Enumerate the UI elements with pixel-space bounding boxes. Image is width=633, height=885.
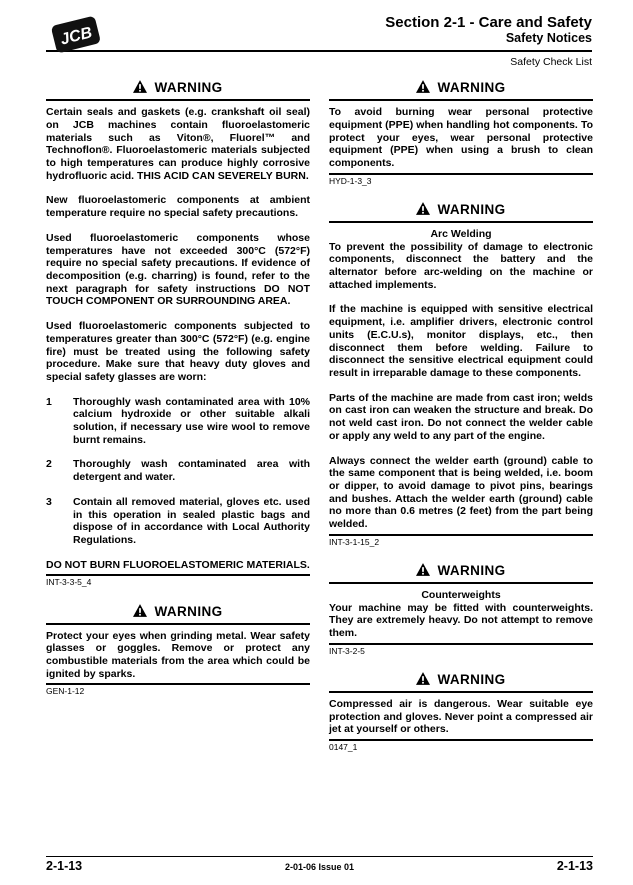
- paragraph: If the machine is equipped with sensitive electrical equipment, i.e. amplifier drivers, electronic control units (E.C.U.s), monitor displays, etc., then disconnect them before welding. Failure to disconnect the sensitive electrical equipment could result in irreparable damage to these components.: [329, 303, 593, 379]
- warning-heading: [329, 561, 593, 582]
- safety-code: INT-3-1-15_2: [329, 534, 593, 547]
- safety-code: INT-3-3-5_4: [46, 574, 310, 587]
- warning-icon: [133, 604, 147, 617]
- list-item-text: Thoroughly wash contaminated area with detergent and water.: [73, 458, 310, 484]
- warning-body: [46, 625, 310, 681]
- warning-body: [329, 584, 593, 640]
- warning-icon: [133, 80, 147, 93]
- jcb-logo-text: JCB: [58, 24, 94, 49]
- page-header: [0, 0, 633, 68]
- paragraph: Used fluoroelastomeric components whose temperatures have not exceeded 300°C (572°F) require no special safety precautions. If evidence of decomposition (e.g. charring) is found, refer to the next paragraph for safety instructions DO NOT TOUCH COMPONENT OR SURROUNDING AREA.: [46, 231, 310, 308]
- paragraph: Parts of the machine are made from cast iron; welds on cast iron can weaken the structure and break. Do not weld cast iron. Do not connect the welder cable or apply any weld to any part of the engine.: [329, 391, 593, 442]
- safety-code: INT-3-2-5: [329, 643, 593, 656]
- header-rule: [46, 50, 592, 52]
- paragraph: Compressed air is dangerous. Wear suitable eye protection and gloves. Never point a compressed air jet at yourself or others.: [329, 697, 593, 736]
- warning-subtitle: Arc Welding: [430, 227, 492, 240]
- list-item: [46, 496, 310, 547]
- paragraph: To prevent the possibility of damage to electronic components, disconnect the battery and the alternator before arc-welding on the machine or attached implements.: [329, 240, 593, 291]
- right-column: [329, 78, 593, 766]
- warning-icon: [416, 202, 430, 215]
- warning-subtitle: Counterweights: [421, 588, 501, 601]
- warning-heading: [329, 78, 593, 99]
- paragraph: To avoid burning wear personal protective equipment (PPE) when handling hot components. To protect your eyes, wear personal protective equipment (PPE) when using a brush to clean components.: [329, 106, 593, 170]
- warning-body: [329, 101, 593, 170]
- warning-label: WARNING: [154, 80, 223, 96]
- paragraph: Your machine may be fitted with counterweights. They are extremely heavy. Do not attempt to remove them.: [329, 601, 593, 640]
- warning-block-counterweights: [329, 561, 593, 656]
- paragraph: Always connect the welder earth (ground) cable to the same component that is being welded, i.e. boom or dipper, to avoid damage to pivot pins, bearings and bushes. Attach the welder earth (ground) cable no more than 0.6 metres (2 feet) from the part being welded.: [329, 454, 593, 531]
- warning-body: [46, 101, 310, 571]
- list-item: [46, 458, 310, 483]
- emphasis-line: DO NOT BURN FLUOROELASTOMERIC MATERIALS.: [46, 558, 310, 571]
- list-item-number: 1: [46, 395, 52, 408]
- jcb-logo: [46, 12, 106, 58]
- page-content: [0, 68, 633, 766]
- warning-heading: [329, 670, 593, 691]
- paragraph: Certain seals and gaskets (e.g. crankshaft oil seal) on JCB machines contain fluoroelastomeric materials such as Viton®, Fluorel™ and Technoflon®. Fluoroelastomeric materials subjected to high temperatures can produce highly corrosive hydrofluoric acid. THIS ACID CAN SEVERELY BURN.: [46, 106, 310, 182]
- list-item-text: Thoroughly wash contaminated area with 10% calcium hydroxide or other suitable alkali solution, if necessary use wire wool to remove burnt remains.: [73, 395, 310, 446]
- warning-block-compressed-air: [329, 670, 593, 752]
- warning-heading: [329, 200, 593, 221]
- warning-label: WARNING: [437, 562, 506, 578]
- page-number-left: 2-1-13: [46, 859, 83, 873]
- warning-label: WARNING: [437, 80, 506, 96]
- warning-icon: [416, 563, 430, 576]
- page-footer: [46, 856, 593, 873]
- paragraph: Protect your eyes when grinding metal. Wear safety glasses or goggles. Remove or protect any combustible materials from the area which could be ignited by sparks.: [46, 629, 310, 680]
- page-number-right: 2-1-13: [556, 859, 593, 873]
- paragraph: Used fluoroelastomeric components subjected to temperatures greater than 300°C (572°F) (e.g. engine fire) must be treated using the following safety procedure. Make sure that heavy duty gloves and special safety glasses are worn:: [46, 320, 310, 383]
- warning-label: WARNING: [437, 201, 506, 217]
- list-item-text: Contain all removed material, gloves etc. used in this operation in sealed plastic bags and dispose of in accordance with Local Authority Regulations.: [73, 495, 310, 546]
- warning-label: WARNING: [154, 603, 223, 619]
- warning-heading: [46, 78, 310, 99]
- warning-block-arc-welding: [329, 200, 593, 547]
- warning-body: [329, 693, 593, 736]
- warning-icon: [416, 672, 430, 685]
- warning-block-fluoroelastomer: [46, 78, 310, 587]
- issue-label: 2-01-06 Issue 01: [284, 862, 355, 872]
- safety-code: 0147_1: [329, 739, 593, 752]
- section-subtitle: Safety Notices: [505, 31, 592, 46]
- warning-heading: [46, 602, 310, 623]
- warning-label: WARNING: [437, 671, 506, 687]
- paragraph: New fluoroelastomeric components at ambient temperature require no special safety precautions.: [46, 194, 310, 220]
- left-column: [46, 78, 310, 766]
- section-reference: Safety Check List: [510, 56, 592, 69]
- list-item-number: 2: [46, 458, 52, 471]
- list-item-number: 3: [46, 495, 52, 508]
- section-title: Section 2-1 - Care and Safety: [385, 14, 592, 31]
- list-item: [46, 396, 310, 447]
- warning-body: [329, 223, 593, 531]
- warning-icon: [416, 80, 430, 93]
- warning-block-ppe: [329, 78, 593, 186]
- safety-code: GEN-1-12: [46, 683, 310, 696]
- warning-block-grinding: [46, 602, 310, 697]
- safety-code: HYD-1-3_3: [329, 173, 593, 186]
